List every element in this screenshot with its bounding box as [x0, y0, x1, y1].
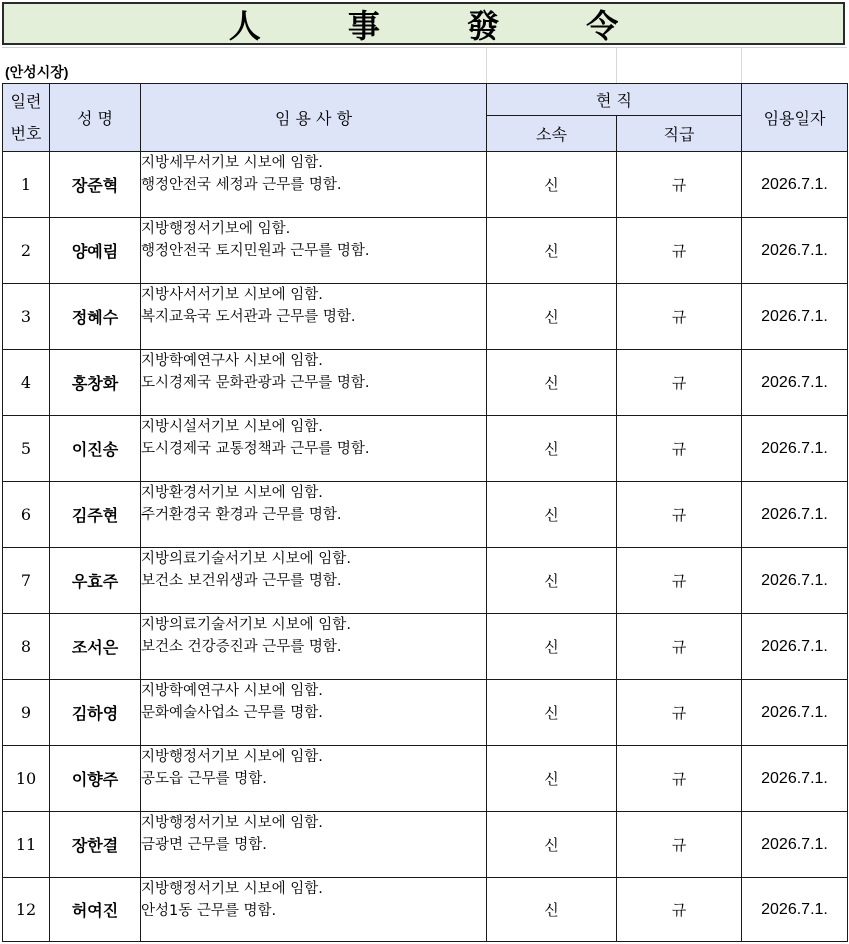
current-rank: 규 [617, 284, 742, 350]
appointment-details [141, 680, 487, 746]
appointment-details [141, 614, 487, 680]
person-name: 장한결 [50, 812, 141, 878]
appointment-line-2: 복지교육국 도서관과 근무를 명함. [141, 309, 356, 325]
serial-number: 12 [3, 878, 50, 942]
person-name: 우효주 [50, 548, 141, 614]
table-row [3, 812, 848, 878]
appointment-line-2: 안성1동 근무를 명함. [141, 903, 277, 919]
current-rank: 규 [617, 218, 742, 284]
header-appointment-date: 임용일자 [742, 84, 848, 152]
appointment-line-2: 보건소 건강증진과 근무를 명함. [141, 639, 342, 655]
appointment-date: 2026.7.1. [742, 152, 848, 218]
appointment-line-2: 보건소 보건위생과 근무를 명함. [141, 573, 342, 589]
appointment-line-1: 지방행정서기보 시보에 임함. [141, 749, 323, 765]
table-row [3, 218, 848, 284]
serial-number: 4 [3, 350, 50, 416]
current-rank: 규 [617, 548, 742, 614]
appointment-line-1: 지방시설서기보 시보에 임함. [141, 419, 323, 435]
document-title: 人 事 發 令 [228, 6, 657, 45]
appointment-details [141, 218, 487, 284]
appointment-details [141, 548, 487, 614]
appointment-details [141, 482, 487, 548]
current-rank: 규 [617, 350, 742, 416]
table-row [3, 482, 848, 548]
sheet-gridline [486, 47, 487, 83]
appointment-line-2: 금광면 근무를 명함. [141, 837, 267, 853]
table-row [3, 746, 848, 812]
appointment-date: 2026.7.1. [742, 680, 848, 746]
appointment-date: 2026.7.1. [742, 812, 848, 878]
current-affiliation: 신 [487, 614, 617, 680]
table-row [3, 416, 848, 482]
serial-number: 7 [3, 548, 50, 614]
person-name: 홍창화 [50, 350, 141, 416]
header-rank: 직급 [617, 116, 742, 152]
serial-number: 1 [3, 152, 50, 218]
person-name: 정혜수 [50, 284, 141, 350]
appointment-details [141, 350, 487, 416]
appointment-details [141, 746, 487, 812]
appointment-line-1: 지방학예연구사 시보에 임함. [141, 683, 323, 699]
person-name: 허여진 [50, 878, 141, 942]
document-title-bar [2, 2, 845, 45]
appointment-line-2: 행정안전국 세정과 근무를 명함. [141, 177, 342, 193]
person-name: 김주현 [50, 482, 141, 548]
appointment-date: 2026.7.1. [742, 878, 848, 942]
current-affiliation: 신 [487, 284, 617, 350]
current-rank: 규 [617, 878, 742, 942]
appointment-details [141, 284, 487, 350]
current-rank: 규 [617, 746, 742, 812]
current-affiliation: 신 [487, 746, 617, 812]
appointment-line-2: 행정안전국 토지민원과 근무를 명함. [141, 243, 370, 259]
appointment-line-1: 지방사서서기보 시보에 임함. [141, 287, 323, 303]
table-row [3, 152, 848, 218]
appointment-date: 2026.7.1. [742, 284, 848, 350]
person-name: 김하영 [50, 680, 141, 746]
sheet-gridline [741, 47, 742, 83]
serial-number: 11 [3, 812, 50, 878]
table-row [3, 350, 848, 416]
current-rank: 규 [617, 152, 742, 218]
appointment-line-1: 지방환경서기보 시보에 임함. [141, 485, 323, 501]
appointment-details [141, 152, 487, 218]
serial-number: 2 [3, 218, 50, 284]
serial-number: 3 [3, 284, 50, 350]
current-rank: 규 [617, 482, 742, 548]
appointment-line-1: 지방의료기술서기보 시보에 임함. [141, 551, 351, 567]
serial-number: 5 [3, 416, 50, 482]
appointment-details [141, 812, 487, 878]
appointment-line-2: 공도읍 근무를 명함. [141, 771, 267, 787]
appointment-line-1: 지방의료기술서기보 시보에 임함. [141, 617, 351, 633]
table-row [3, 878, 848, 942]
appointment-date: 2026.7.1. [742, 482, 848, 548]
current-affiliation: 신 [487, 218, 617, 284]
current-affiliation: 신 [487, 680, 617, 746]
header-appointment: 임 용 사 항 [141, 84, 487, 152]
appointment-line-1: 지방학예연구사 시보에 임함. [141, 353, 323, 369]
sheet-gridline [616, 47, 617, 83]
appointment-date: 2026.7.1. [742, 746, 848, 812]
table-row [3, 614, 848, 680]
current-affiliation: 신 [487, 416, 617, 482]
serial-number: 9 [3, 680, 50, 746]
table-row [3, 284, 848, 350]
appointment-date: 2026.7.1. [742, 614, 848, 680]
appointment-line-1: 지방행정서기보 시보에 임함. [141, 815, 323, 831]
person-name: 이향주 [50, 746, 141, 812]
appointment-line-2: 도시경제국 문화관광과 근무를 명함. [141, 375, 370, 391]
header-serial-line1: 일련 [10, 91, 42, 111]
table-row [3, 680, 848, 746]
person-name: 장준혁 [50, 152, 141, 218]
appointment-line-2: 주거환경국 환경과 근무를 명함. [141, 507, 342, 523]
appointment-line-1: 지방행정서기보 시보에 임함. [141, 881, 323, 897]
appointment-details [141, 416, 487, 482]
appointment-date: 2026.7.1. [742, 218, 848, 284]
header-name: 성 명 [50, 84, 141, 152]
appointment-date: 2026.7.1. [742, 350, 848, 416]
current-rank: 규 [617, 416, 742, 482]
current-rank: 규 [617, 812, 742, 878]
sheet-gridline [2, 47, 847, 48]
serial-number: 6 [3, 482, 50, 548]
current-affiliation: 신 [487, 812, 617, 878]
current-affiliation: 신 [487, 350, 617, 416]
current-rank: 규 [617, 680, 742, 746]
appointment-line-2: 도시경제국 교통정책과 근무를 명함. [141, 441, 370, 457]
appointment-date: 2026.7.1. [742, 548, 848, 614]
appointment-details [141, 878, 487, 942]
appointment-date: 2026.7.1. [742, 416, 848, 482]
current-affiliation: 신 [487, 878, 617, 942]
current-affiliation: 신 [487, 152, 617, 218]
current-affiliation: 신 [487, 482, 617, 548]
issuing-authority: (안성시장) [5, 64, 69, 80]
appointment-line-2: 문화예술사업소 근무를 명함. [141, 705, 323, 721]
current-rank: 규 [617, 614, 742, 680]
person-name: 이진송 [50, 416, 141, 482]
appointment-line-1: 지방행정서기보에 임함. [141, 221, 291, 237]
header-affiliation: 소속 [487, 116, 617, 152]
header-serial-number [3, 84, 50, 152]
person-name: 양예림 [50, 218, 141, 284]
current-affiliation: 신 [487, 548, 617, 614]
header-current-post: 현 직 [487, 84, 742, 116]
serial-number: 10 [3, 746, 50, 812]
table-row [3, 548, 848, 614]
appointment-table [2, 83, 848, 942]
appointment-line-1: 지방세무서기보 시보에 임함. [141, 155, 323, 171]
header-serial-line2: 번호 [10, 123, 42, 143]
person-name: 조서은 [50, 614, 141, 680]
serial-number: 8 [3, 614, 50, 680]
